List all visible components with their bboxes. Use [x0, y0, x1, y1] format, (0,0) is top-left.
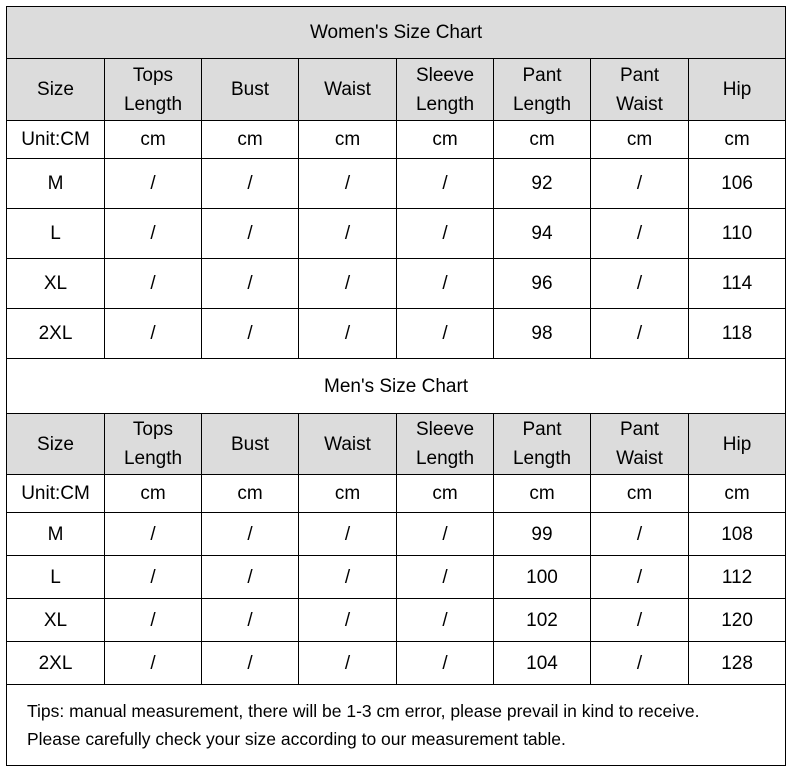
header-label: Pant — [619, 64, 660, 86]
tips-line-2: Please carefully check your size according to our measurement table. — [27, 729, 566, 749]
measurement-cell: / — [591, 556, 689, 599]
header-label: Length — [512, 448, 572, 469]
measurement-cell: / — [591, 642, 689, 685]
measurement-cell: / — [397, 159, 494, 209]
women-column-header — [494, 59, 591, 121]
measurement-cell: / — [105, 599, 202, 642]
header-label: Pant — [619, 419, 660, 440]
table-row — [7, 159, 786, 209]
measurement-cell: / — [397, 513, 494, 556]
table-row — [7, 259, 786, 309]
women-column-header — [591, 59, 689, 121]
measurement-cell: 118 — [689, 309, 786, 359]
size-label-cell: M — [7, 513, 105, 556]
header-label: Waist — [324, 433, 371, 455]
header-label: Sleeve — [415, 64, 475, 86]
header-label: Bust — [230, 79, 270, 100]
measurement-cell: / — [397, 599, 494, 642]
header-label: Sleeve — [415, 419, 475, 440]
measurement-cell: / — [105, 309, 202, 359]
unit-cell: cm — [202, 475, 299, 513]
measurement-cell: 102 — [494, 599, 591, 642]
measurement-cell: / — [397, 209, 494, 259]
men-column-header — [7, 414, 105, 475]
size-chart-container — [6, 6, 785, 766]
measurement-cell: 94 — [494, 209, 591, 259]
size-label-cell: M — [7, 159, 105, 209]
tips-note — [7, 685, 786, 766]
measurement-cell: / — [105, 556, 202, 599]
unit-cell: cm — [689, 475, 786, 513]
table-row — [7, 209, 786, 259]
size-label-cell: 2XL — [7, 309, 105, 359]
measurement-cell: / — [299, 599, 397, 642]
size-label-cell: XL — [7, 259, 105, 309]
men-chart-title: Men's Size Chart — [7, 359, 786, 414]
unit-cell: cm — [494, 121, 591, 159]
unit-cell: cm — [105, 121, 202, 159]
men-column-header — [689, 414, 786, 475]
men-column-header — [397, 414, 494, 475]
measurement-cell: 99 — [494, 513, 591, 556]
measurement-cell: 108 — [689, 513, 786, 556]
measurement-cell: / — [202, 259, 299, 309]
measurement-cell: 114 — [689, 259, 786, 309]
measurement-cell: / — [591, 259, 689, 309]
women-column-header — [7, 59, 105, 121]
table-row — [7, 309, 786, 359]
unit-cell: cm — [591, 121, 689, 159]
unit-cell: cm — [202, 121, 299, 159]
measurement-cell: / — [591, 599, 689, 642]
header-label: Waist — [616, 448, 663, 469]
measurement-cell: / — [202, 209, 299, 259]
measurement-cell: / — [299, 309, 397, 359]
measurement-cell: / — [299, 259, 397, 309]
size-label-cell: 2XL — [7, 642, 105, 685]
measurement-cell: / — [397, 642, 494, 685]
measurement-cell: 112 — [689, 556, 786, 599]
women-column-header — [105, 59, 202, 121]
measurement-cell: / — [105, 259, 202, 309]
measurement-cell: / — [202, 599, 299, 642]
header-label: Length — [415, 448, 475, 469]
measurement-cell: / — [591, 209, 689, 259]
women-chart-title: Women's Size Chart — [7, 7, 786, 59]
header-label: Length — [123, 448, 183, 469]
size-chart-table — [6, 6, 786, 766]
header-label: Length — [415, 93, 475, 115]
measurement-cell: / — [202, 642, 299, 685]
men-column-header — [202, 414, 299, 475]
women-header-row — [7, 59, 786, 121]
measurement-cell: 106 — [689, 159, 786, 209]
header-label: Length — [512, 93, 572, 115]
measurement-cell: / — [299, 642, 397, 685]
men-unit-row — [7, 475, 786, 513]
measurement-cell: 96 — [494, 259, 591, 309]
table-row — [7, 556, 786, 599]
measurement-cell: 98 — [494, 309, 591, 359]
table-row — [7, 599, 786, 642]
measurement-cell: / — [299, 513, 397, 556]
women-column-header — [299, 59, 397, 121]
men-header-row — [7, 414, 786, 475]
measurement-cell: / — [397, 259, 494, 309]
unit-cell: cm — [397, 121, 494, 159]
men-column-header — [494, 414, 591, 475]
header-label: Length — [123, 93, 183, 115]
unit-cell: Unit:CM — [7, 475, 105, 513]
measurement-cell: / — [105, 513, 202, 556]
women-column-header — [397, 59, 494, 121]
header-label: Tops — [132, 64, 174, 86]
header-label: Size — [37, 79, 74, 100]
table-row — [7, 513, 786, 556]
measurement-cell: / — [299, 556, 397, 599]
unit-cell: cm — [105, 475, 202, 513]
measurement-cell: / — [105, 642, 202, 685]
measurement-cell: 92 — [494, 159, 591, 209]
measurement-cell: / — [202, 159, 299, 209]
unit-cell: cm — [689, 121, 786, 159]
tips-line-1: Tips: manual measurement, there will be 1-3 cm error, please prevail in kind to receive. — [27, 701, 700, 721]
measurement-cell: / — [591, 513, 689, 556]
measurement-cell: 128 — [689, 642, 786, 685]
measurement-cell: / — [397, 309, 494, 359]
measurement-cell: 104 — [494, 642, 591, 685]
measurement-cell: 120 — [689, 599, 786, 642]
unit-cell: cm — [494, 475, 591, 513]
unit-cell: cm — [397, 475, 494, 513]
header-label: Waist — [324, 79, 371, 100]
size-label-cell: L — [7, 556, 105, 599]
men-column-header — [105, 414, 202, 475]
women-unit-row — [7, 121, 786, 159]
measurement-cell: / — [105, 209, 202, 259]
measurement-cell: / — [591, 309, 689, 359]
measurement-cell: / — [202, 309, 299, 359]
header-label: Hip — [722, 79, 752, 100]
women-column-header — [202, 59, 299, 121]
measurement-cell: / — [591, 159, 689, 209]
unit-cell: cm — [591, 475, 689, 513]
header-label: Pant — [522, 419, 562, 440]
header-label: Size — [37, 433, 74, 455]
header-label: Pant — [522, 64, 562, 86]
men-column-header — [299, 414, 397, 475]
header-label: Bust — [230, 433, 270, 455]
measurement-cell: / — [397, 556, 494, 599]
men-column-header — [591, 414, 689, 475]
unit-cell: Unit:CM — [7, 121, 105, 159]
unit-cell: cm — [299, 475, 397, 513]
size-label-cell: XL — [7, 599, 105, 642]
size-label-cell: L — [7, 209, 105, 259]
header-label: Waist — [616, 93, 663, 115]
measurement-cell: / — [105, 159, 202, 209]
measurement-cell: / — [299, 159, 397, 209]
women-column-header — [689, 59, 786, 121]
header-label: Tops — [132, 419, 174, 440]
header-label: Hip — [722, 433, 752, 455]
measurement-cell: / — [299, 209, 397, 259]
measurement-cell: / — [202, 513, 299, 556]
measurement-cell: 110 — [689, 209, 786, 259]
unit-cell: cm — [299, 121, 397, 159]
measurement-cell: / — [202, 556, 299, 599]
table-row — [7, 642, 786, 685]
measurement-cell: 100 — [494, 556, 591, 599]
